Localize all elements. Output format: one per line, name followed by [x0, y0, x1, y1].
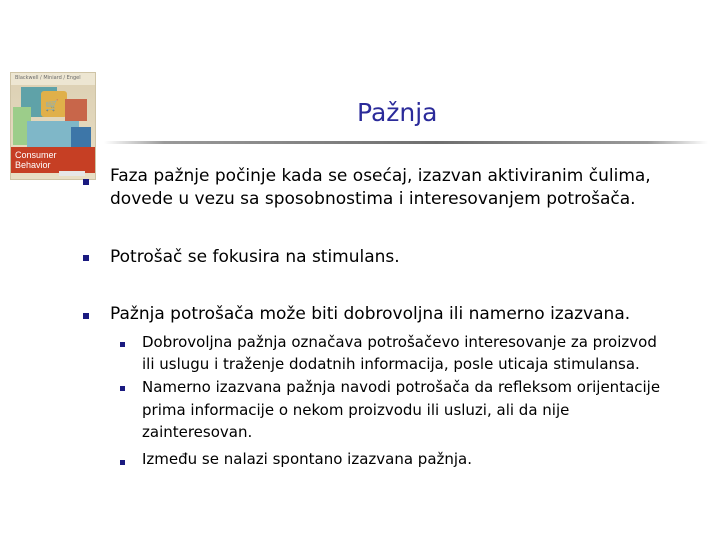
cover-title-line1: Consumer — [15, 150, 57, 160]
slide-title: Pažnja — [357, 98, 438, 127]
subbullet-1-line-2: ili uslugu i traženje dodatnih informacija, posle uticaja stimulansa. — [142, 355, 640, 373]
subbullet-3-line-1: Između se nalazi spontano izazvana pažnja. — [142, 450, 473, 468]
cover-title — [11, 147, 95, 173]
subbullet-2-line-3: zainteresovan. — [142, 423, 253, 441]
bullet-1-line-1: Faza pažnje počinje kada se osećaj, izazvan aktiviranim čulima, — [110, 166, 651, 186]
cover-title-line2: Behavior — [15, 160, 51, 170]
subbullet-square-icon — [120, 342, 125, 347]
subbullet-square-icon — [120, 460, 125, 465]
subbullet-1-line-1: Dobrovoljna pažnja označava potrošačevo interesovanje za proizvod — [142, 333, 657, 351]
title-divider — [104, 141, 708, 144]
cover-art-block — [71, 127, 91, 149]
bullet-3-line-1: Pažnja potrošača može biti dobrovoljna ili namerno izazvana. — [110, 304, 631, 324]
bullet-square-icon — [83, 255, 89, 261]
bullet-2-line-1: Potrošač se fokusira na stimulans. — [110, 247, 400, 267]
subbullet-square-icon — [120, 386, 125, 391]
bullet-1-line-2: dovede u vezu sa sposobnostima i interesovanjem potrošača. — [110, 189, 636, 209]
cover-publisher-logo — [59, 171, 85, 176]
subbullet-2-line-1: Namerno izazvana pažnja navodi potrošača da refleksom orijentacije — [142, 378, 661, 396]
cover-art-block — [65, 99, 87, 121]
subbullet-2-line-2: prima informacije o nekom proizvodu ili usluzi, ali da nije — [142, 401, 570, 419]
shopping-cart-icon: 🛒 — [45, 99, 59, 112]
cover-authors: Blackwell / Miniard / Engel — [15, 75, 81, 81]
bullet-square-icon — [83, 179, 89, 185]
bullet-square-icon — [83, 313, 89, 319]
book-cover-image — [10, 72, 96, 180]
